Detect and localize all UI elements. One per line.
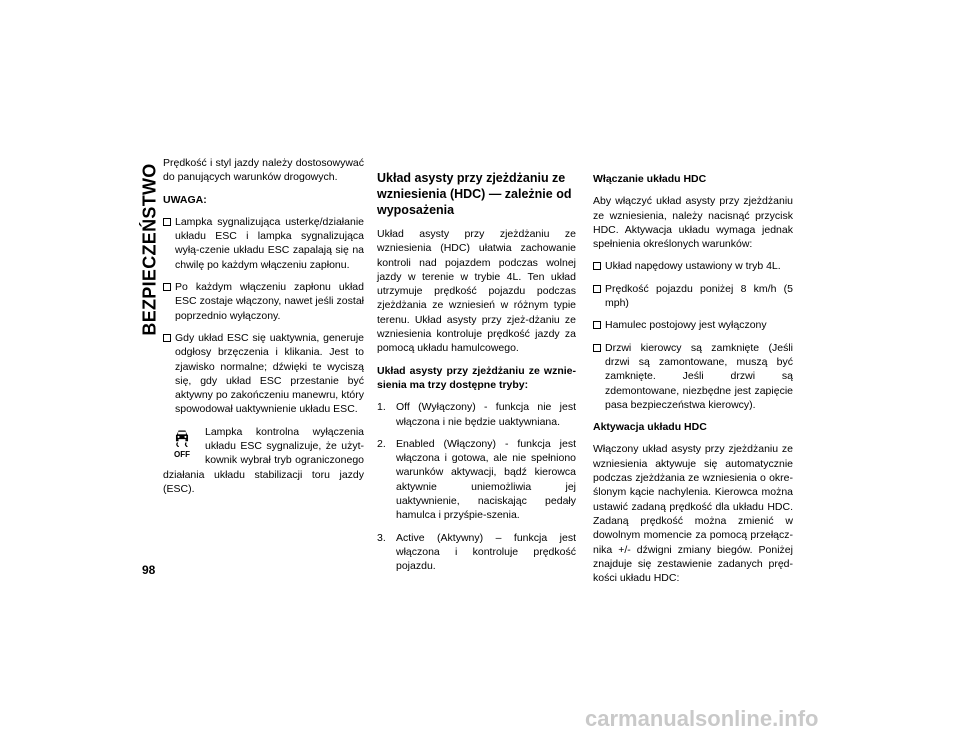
enable-paragraph: Aby włączyć układ asysty przy zjeżdżaniu ze wzniesienia, należy nacisnąć przycisk HDC. Aktywacja układu wymaga jednak spełnienia określonych warunków: [593,195,793,251]
list-item: Prędkość pojazdu poniżej 8 km/h (5 mph) [593,282,793,311]
column-right [593,172,793,593]
list-item [377,531,576,574]
list-item: Drzwi kierowcy są zamknięte (Jeśli drzwi są zamontowane, muszą być zamknięte. Jeśli drzwi są zdemontowane, niezbędne jest zapięcie pasa bezpieczeństwa kierowcy). [593,341,793,412]
modes-heading: Układ asysty przy zjeżdżaniu ze wznie-sienia ma trzy dostępne tryby: [377,364,576,391]
esc-off-text: Lampka kontrolna wyłączenia układu ESC sygnalizuje, że użyt-kownik wybrał tryb ograniczonego działania układu stabilizacji toru jazdy (ESC). [163,425,364,495]
hdc-heading: Układ asysty przy zjeżdżaniu ze wzniesienia (HDC) — zależnie od wyposażenia [377,171,572,217]
list-item: Układ napędowy ustawiony w tryb 4L. [593,259,793,273]
esc-off-icon [167,427,197,463]
column-left [163,156,364,496]
item-number: 2. [377,437,386,450]
activation-heading: Aktywacja układu HDC [593,421,707,434]
hdc-paragraph: Układ asysty przy zjeżdżaniu ze wzniesienia (HDC) ułatwia zachowanie kontroli nad pojazdem podczas wolnej jazdy w terenie w trybie 4L. Ten układ utrzymuje prędkość pojazdu podczas zjeżdżania ze wzniesień w różnym typie terenu. Układ asysty przy zjeż-dżaniu ze wzniesienia kontroluje prędkość jazdy za pomocą układu hamulcowego. [377,228,576,355]
off-label: OFF [174,450,190,460]
section-tab [137,160,163,338]
item-number: 3. [377,531,386,544]
section-title: BEZPIECZEŃSTWO [139,162,160,336]
list-item [377,400,576,429]
conditions-list [593,259,793,412]
note-list [163,215,364,417]
car-skid-icon [171,427,193,448]
intro-paragraph: Prędkość i styl jazdy należy dostosowywać do panujących warunków drogowych. [163,157,364,184]
activation-paragraph: Włączony układ asysty przy zjeżdżaniu ze wzniesienia aktywuje się automatycznie podczas zjeżdżania ze wzniesienia o okre-ślonym kącie nachylenia. Kierowca można ustawić zadaną prędkość dla układu HDC. Zadaną prędkość można zmienić w dowolnym momencie za pomocą przełącz-nika +/- dźwigni zmiany biegów. Poniżej znajduje się zestawienie zadanych pręd-kości układu HDC: [593,443,793,585]
item-number: 1. [377,401,386,414]
watermark: carmanualsonline.info [585,706,819,731]
list-item: Po każdym włączeniu zapłonu układ ESC zostaje włączony, nawet jeśli został poprzednio wyłączony. [163,280,364,323]
list-item: Hamulec postojowy jest wyłączony [593,318,793,332]
modes-list [377,400,576,573]
column-middle [377,170,576,582]
item-text: Active (Aktywny) – funkcja jest włączona i kontroluje prędkość pojazdu. [396,531,576,573]
list-item: Gdy układ ESC się uaktywnia, generuje odgłosy brzęczenia i klikania. Jest to zjawisko normalne; dźwięki te wyciszą się, gdy układ ESC przestanie być aktywny po zakończeniu manewru, który spowodował uaktywnienie układu ESC. [163,331,364,417]
list-item: Lampka sygnalizująca usterkę/działanie układu ESC i lampka sygnalizująca wyłą-czenie układu ESC zapalają się na chwilę po każdym włączeniu zapłonu. [163,215,364,272]
item-text: Enabled (Włączony) - funkcja jest włączona i gotowa, ale nie spełniono warunków aktywacji, bądź kierowca aktywnie uniemożliwia jej uaktywnienie, naciskając pedały hamulca i przyśpie-szenia. [396,437,576,522]
list-item [377,437,576,523]
note-label: UWAGA: [163,193,207,206]
enable-heading: Włączanie układu HDC [593,173,707,185]
item-text: Off (Wyłączony) - funkcja nie jest włączona i nie będzie uaktywniana. [396,401,576,428]
page-number: 98 [142,563,156,577]
esc-off-paragraph [163,425,364,496]
